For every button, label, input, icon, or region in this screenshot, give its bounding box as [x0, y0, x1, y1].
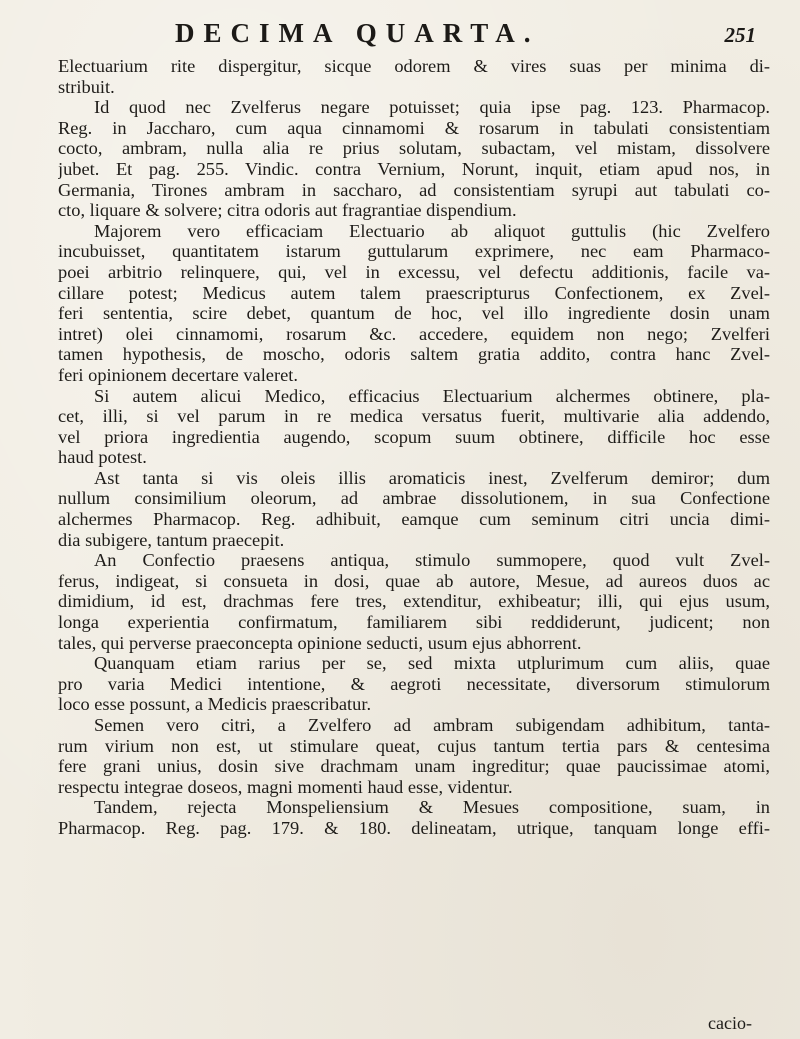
- text-line: fere grani unius, dosin sive drachmam unam ingreditur; quae paucissimae atomi,: [58, 756, 770, 777]
- text-line: feri sententia, scire debet, quantum de hoc, vel illo ingrediente dosin unam: [58, 303, 770, 324]
- text-line: respectu integrae doseos, magni momenti haud esse, videntur.: [58, 776, 513, 797]
- text-line: Si autem alicui Medico, efficacius Electuarium alchermes obtinere, pla-: [94, 385, 770, 406]
- text-line: cto, liquare & solvere; citra odoris aut fragrantiae dispendium.: [58, 200, 517, 221]
- text-line: loco esse possunt, a Medicis praescribatur.: [58, 694, 372, 715]
- text-line: intret) olei cinnamomi, rosarum &c. accedere, equidem non nego; Zvelferi: [58, 323, 770, 344]
- page-number: 251: [724, 23, 756, 47]
- text-line: Id quod nec Zvelferus negare potuisset; quia ipse pag. 123. Pharmacop.: [94, 97, 770, 118]
- text-line: tales, qui perverse praeconcepta opinione seducti, usum ejus abhorrent.: [58, 632, 582, 653]
- text-line: incubuisset, quantitatem istarum guttularum exprimere, nec eam Pharmaco-: [58, 241, 770, 262]
- text-line: Reg. in Jaccharo, cum aqua cinnamomi & rosarum in tabulati consistentiam: [58, 117, 770, 138]
- text-line: Electuarium rite dispergitur, sicque odorem & vires suas per minima di-: [58, 56, 770, 76]
- text-line: dia subigere, tantum praecepit.: [58, 529, 285, 550]
- text-line: Quanquam etiam rarius per se, sed mixta utplurimum cum aliis, quae: [94, 653, 770, 674]
- text-line: vel priora ingredientia augendo, scopum suum obtinere, difficile hoc esse: [58, 426, 770, 447]
- text-line: Pharmacop. Reg. pag. 179. & 180. delineatam, utrique, tanquam longe effi-: [58, 817, 770, 838]
- text-line: An Confectio praesens antiqua, stimulo summopere, quod vult Zvel-: [94, 550, 770, 571]
- text-line: pro varia Medici intentione, & aegroti necessitate, diversorum stimulorum: [58, 673, 770, 694]
- text-line: Germania, Tirones ambram in saccharo, ad consistentiam syrupi aut tabulati co-: [58, 179, 770, 200]
- text-line: tamen hypothesis, de moscho, odoris saltem gratia addito, contra hanc Zvel-: [58, 344, 770, 365]
- text-line: Tandem, rejecta Monspeliensium & Mesues compositione, suam, in: [94, 797, 770, 818]
- text-line: cillare potest; Medicus autem talem praescripturus Confectionem, ex Zvel-: [58, 282, 770, 303]
- text-line: Majorem vero efficaciam Electuario ab aliquot guttulis (hic Zvelfero: [94, 220, 770, 241]
- page-header: [0, 14, 800, 54]
- text-line: ferus, indigeat, si consueta in dosi, quae ab autore, Mesue, ad aureos duos ac: [58, 570, 770, 591]
- text-line: longa experientia confirmatum, familiarem sibi reddiderunt, judicent; non: [58, 612, 770, 633]
- text-line: jubet. Et pag. 255. Vindic. contra Vernium, Norunt, inquit, etiam apud nos, in: [58, 158, 770, 179]
- body-text: [58, 56, 770, 839]
- text-line: Semen vero citri, a Zvelfero ad ambram subigendam adhibitum, tanta-: [94, 715, 770, 735]
- text-line: nullum consimilium oleorum, ad ambrae dissolutionem, in sua Confectione: [58, 488, 770, 509]
- text-line: rum virium non est, ut stimulare queat, cujus tantum tertia pars & centesima: [58, 735, 770, 756]
- text-line: poei arbitrio relinquere, qui, vel in excessu, vel defectu additionis, facile va-: [58, 261, 770, 282]
- text-line: Ast tanta si vis oleis illis aromaticis inest, Zvelferum demiror; dum: [94, 467, 770, 488]
- text-line: stribuit.: [58, 76, 115, 97]
- running-head: DECIMA QUARTA.: [175, 18, 540, 48]
- text-line: alchermes Pharmacop. Reg. adhibuit, eamque cum seminum citri uncia dimi-: [58, 509, 770, 530]
- text-line: haud potest.: [58, 447, 147, 468]
- text-line: feri opinionem decertare valeret.: [58, 364, 298, 385]
- catchword: cacio-: [708, 1013, 752, 1033]
- text-line: cocto, ambram, nulla alia re prius solutam, subactam, vel mistam, dissolvere: [58, 138, 770, 159]
- text-line: cet, illi, si vel parum in re medica versatus fuerit, multivarie alia addendo,: [58, 406, 770, 427]
- text-line: dimidium, id est, drachmas fere tres, extenditur, exhibeatur; illi, qui ejus usum,: [58, 591, 770, 612]
